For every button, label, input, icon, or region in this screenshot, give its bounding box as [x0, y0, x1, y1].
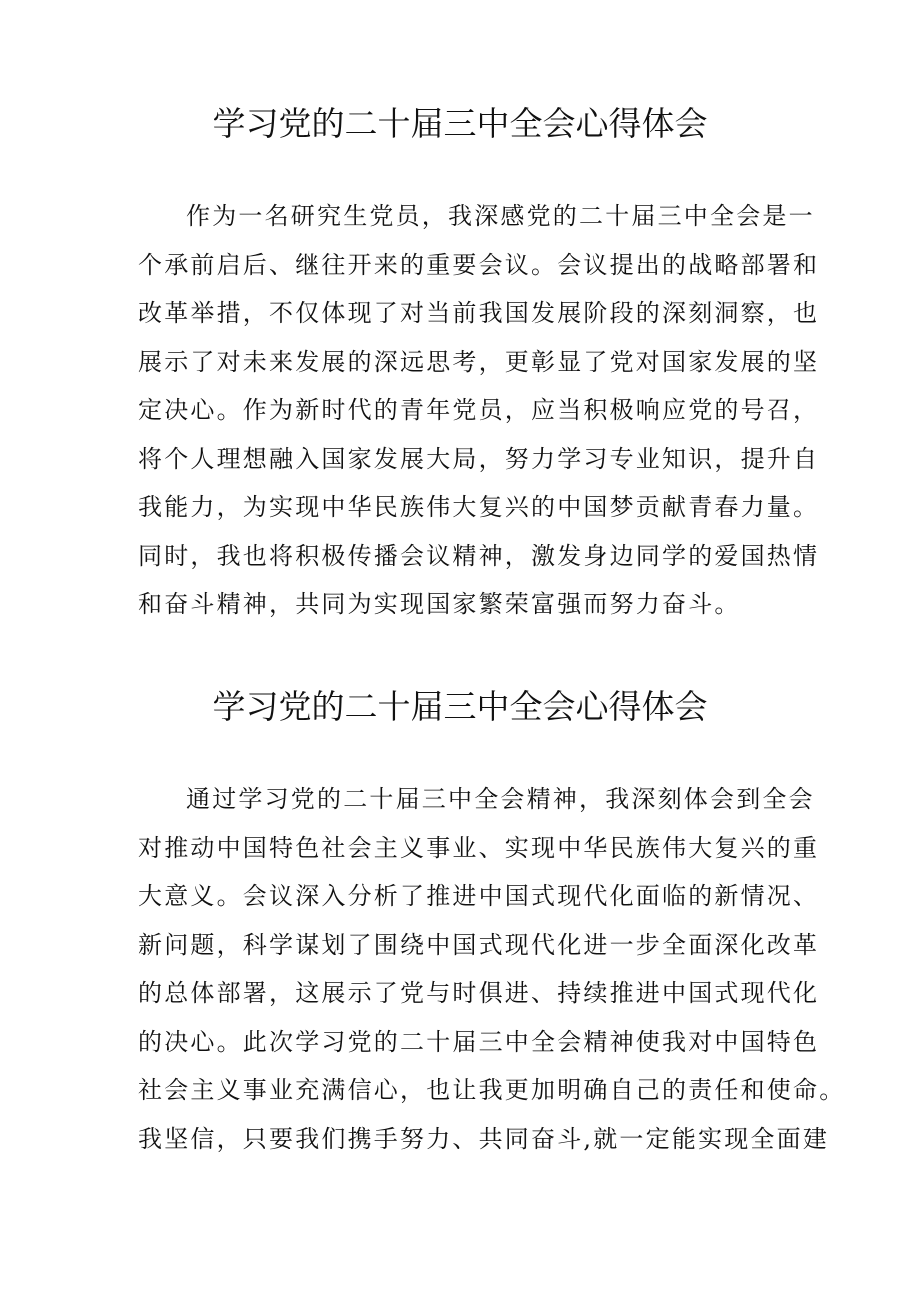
paragraph-line: 定决心。作为新时代的青年党员，应当积极响应党的号召，: [138, 396, 820, 424]
section-2-paragraph: [138, 779, 846, 1167]
paragraph-line: 个承前启后、继往开来的重要会议。会议提出的战略部署和: [138, 250, 820, 279]
paragraph-line: 大意义。会议深入分析了推进中国式现代化面临的新情况、: [138, 882, 820, 910]
paragraph-line: 的决心。此次学习党的二十届三中全会精神使我对中国特色: [138, 1027, 820, 1056]
paragraph-line: 通过学习党的二十届三中全会精神，我深刻体会到全会: [186, 785, 815, 813]
paragraph-line: 的总体部署，这展示了党与时俱进、持续推进中国式现代化: [138, 979, 820, 1007]
paragraph-line: 展示了对未来发展的深远思考，更彰显了党对国家发展的坚: [138, 347, 820, 376]
paragraph-line: 作为一名研究生党员，我深感党的二十届三中全会是一: [186, 202, 815, 230]
paragraph-line: 我坚信，只要我们携手努力、共同奋斗,就一定能实现全面建: [138, 1124, 830, 1153]
section-2-title: 学习党的二十届三中全会心得体会: [212, 687, 708, 726]
paragraph-line: 社会主义事业充满信心，也让我更加明确自己的责任和使命。: [138, 1076, 846, 1104]
section-1-paragraph: [138, 196, 820, 633]
paragraph-line: 我能力，为实现中华民族伟大复兴的中国梦贡献青春力量。: [138, 493, 820, 521]
paragraph-line: 将个人理想融入国家发展大局，努力学习专业知识，提升自: [138, 444, 820, 473]
section-1-title: 学习党的二十届三中全会心得体会: [212, 104, 708, 143]
paragraph-line: 和奋斗精神，共同为实现国家繁荣富强而努力奋斗。: [138, 590, 741, 618]
paragraph-line: 对推动中国特色社会主义事业、实现中华民族伟大复兴的重: [138, 833, 820, 862]
paragraph-line: 改革举措，不仅体现了对当前我国发展阶段的深刻洞察，也: [138, 299, 820, 327]
paragraph-line: 同时，我也将积极传播会议精神，激发身边同学的爱国热情: [138, 541, 820, 570]
paragraph-line: 新问题，科学谋划了围绕中国式现代化进一步全面深化改革: [138, 930, 820, 959]
